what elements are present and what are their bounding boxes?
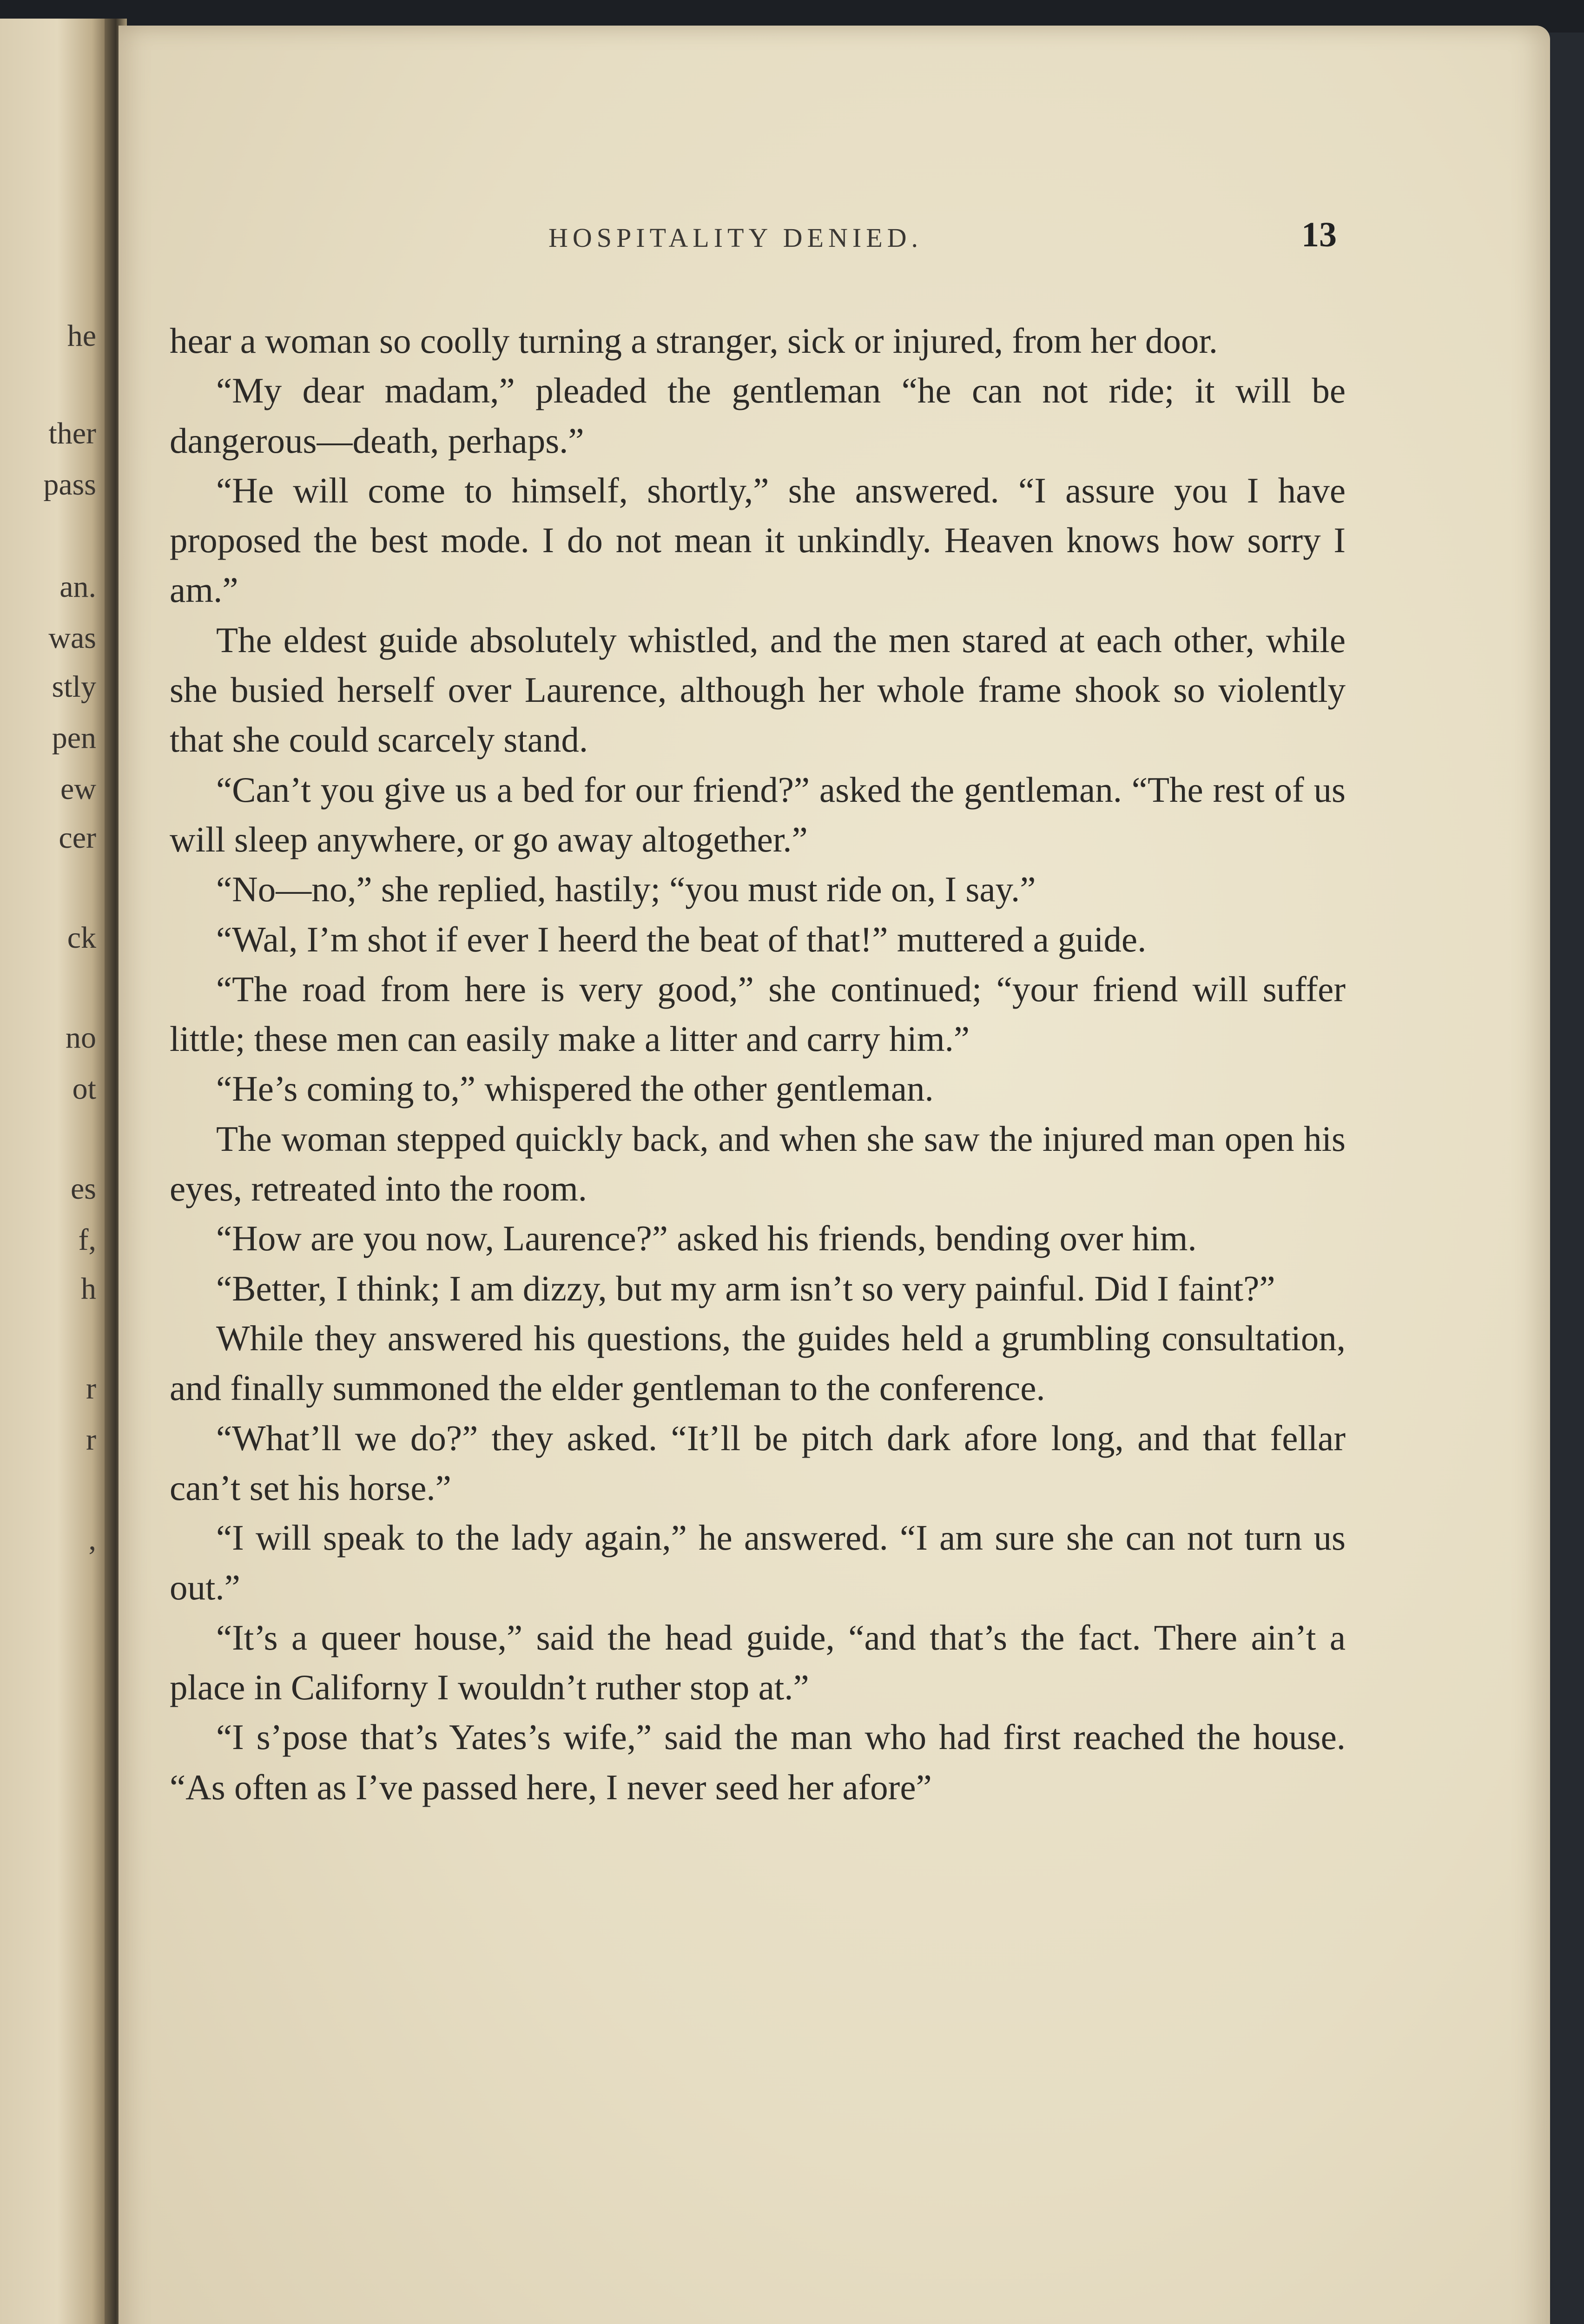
facing-page-fragment: r — [86, 1372, 96, 1406]
paragraph: “How are you now, Laurence?” asked his friends, bending over him. — [216, 1218, 1197, 1259]
paragraph: The woman stepped quickly back, and when she saw the injured man open his eyes, retreated into the room. — [170, 1118, 1346, 1209]
body-text — [170, 316, 1346, 1812]
paragraph: “What’ll we do?” they asked. “It’ll be pitch dark afore long, and that fellar can’t set his horse.” — [170, 1418, 1346, 1508]
paragraph: “I will speak to the lady again,” he answered. “I am sure she can not turn us out.” — [170, 1518, 1346, 1608]
facing-page-fragment: cer — [59, 821, 96, 855]
paragraph: “He’s coming to,” whispered the other gentleman. — [216, 1069, 934, 1109]
facing-page-fragment: was — [48, 621, 96, 655]
paragraph: The eldest guide absolutely whistled, and the men stared at each other, while she busied herself over Laurence, although her whole frame shook so violently that she could scarcely stand. — [170, 620, 1346, 760]
facing-page-edge — [0, 19, 105, 2324]
facing-page-fragment: ther — [48, 416, 96, 450]
facing-page-fragment: ew — [60, 772, 96, 806]
paragraph: hear a woman so coolly turning a stranger, sick or injured, from her door. — [170, 321, 1218, 361]
facing-page-fragment: f, — [78, 1223, 96, 1257]
facing-page-fragment: an. — [59, 570, 96, 604]
paragraph: “Wal, I’m shot if ever I heerd the beat of that!” muttered a guide. — [216, 919, 1147, 959]
facing-page-fragment: ck — [67, 921, 96, 955]
paragraph: While they answered his questions, the guides held a grumbling consultation, and finally summoned the elder gentleman to the conference. — [170, 1318, 1346, 1408]
facing-page-fragment: h — [81, 1272, 96, 1306]
facing-page-fragment: pass — [43, 468, 96, 502]
paragraph: “The road from here is very good,” she continued; “your friend will suffer little; these men can easily make a litter and carry him.” — [170, 969, 1346, 1059]
paragraph: “Better, I think; I am dizzy, but my arm isn’t so very painful. Did I faint?” — [216, 1268, 1275, 1308]
facing-page-fragment: stly — [52, 670, 96, 704]
facing-page-fragment: no — [66, 1021, 96, 1055]
paragraph: “Can’t you give us a bed for our friend?” asked the gentleman. “The rest of us will sleep anywhere, or go away altogether.” — [170, 769, 1346, 859]
paragraph: “He will come to himself, shortly,” she answered. “I assure you I have proposed the best mode. I do not mean it unkindly. Heaven knows how sorry I am.” — [170, 470, 1346, 610]
paragraph: “My dear madam,” pleaded the gentleman “he can not ride; it will be dangerous—death, perhaps.” — [170, 370, 1346, 461]
facing-page-fragment: ot — [72, 1072, 96, 1106]
paragraph: “No—no,” she replied, hastily; “you must ride on, I say.” — [216, 869, 1036, 910]
paragraph: “It’s a queer house,” said the head guide, “and that’s the fact. There ain’t a place in Californy I wouldn’t ruther stop at.” — [170, 1617, 1346, 1708]
facing-page-fragment: pen — [52, 721, 96, 755]
paragraph: “I s’pose that’s Yates’s wife,” said the man who had first reached the house. “As often as I’ve passed here, I never seed her afore” — [170, 1717, 1346, 1807]
facing-page-fragment: es — [71, 1172, 96, 1206]
page-number: 13 — [1301, 215, 1337, 254]
facing-page-fragment: r — [86, 1423, 96, 1457]
running-head: HOSPITALITY DENIED. — [548, 223, 923, 253]
facing-page-fragment: , — [88, 1523, 96, 1557]
facing-page-fragment: he — [67, 319, 96, 353]
